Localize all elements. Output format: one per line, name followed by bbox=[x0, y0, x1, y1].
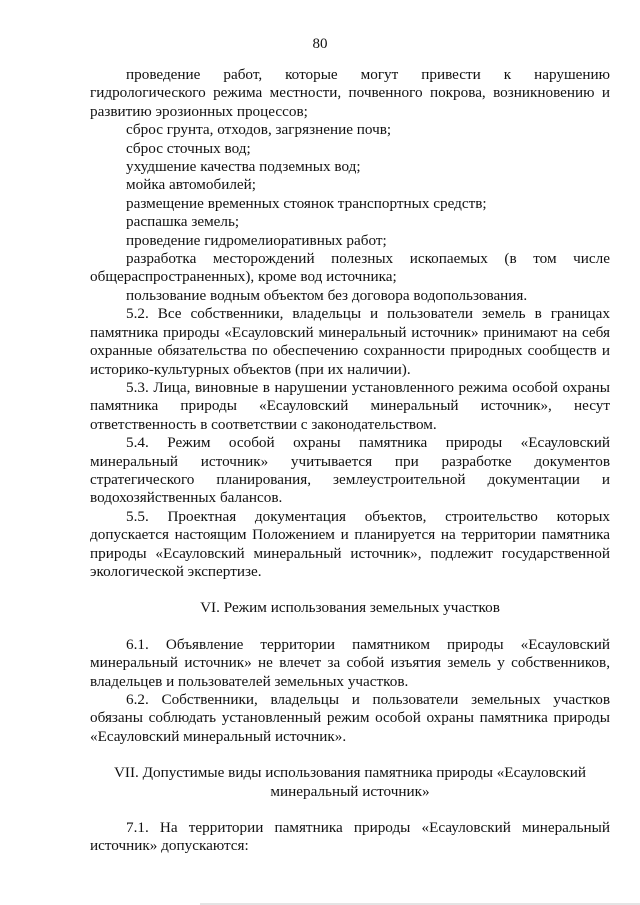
paragraph-5-2: 5.2. Все собственники, владельцы и пользователи земель в границах памятника природы «Есауловский минеральный источник» принимают на себя охранные обязательства по обеспечению сохранности природных сообществ и историко-культурных объектов (при их наличии). bbox=[90, 305, 610, 378]
paragraph-6-1: 6.1. Объявление территории памятником природы «Есауловский минеральный источник» не влечет за собой изъятия земель у собственников, владельцев и пользователей земельных участков. bbox=[90, 635, 610, 690]
paragraph-5-5: 5.5. Проектная документация объектов, строительство которых допускается настоящим Положением и планируется на территории памятника природы «Есауловский минеральный источник», подлежит государственной экологической экспертизе. bbox=[90, 507, 610, 580]
document-body bbox=[90, 66, 610, 856]
paragraph-6-2: 6.2. Собственники, владельцы и пользователи земельных участков обязаны соблюдать установленный режим особой охраны памятника природы «Есауловский минеральный источник». bbox=[90, 691, 610, 745]
paragraph: сброс грунта, отходов, загрязнение почв; bbox=[126, 121, 392, 139]
paragraph-5-3: 5.3. Лица, виновные в нарушении установленного режима особой охраны памятника природы «Есауловский минеральный источник», несут ответственность в соответствии с законодательством. bbox=[90, 378, 610, 433]
paragraph: разработка месторождений полезных ископаемых (в том числе общераспространенных), кроме вод источника; bbox=[90, 250, 610, 286]
paragraph: ухудшение качества подземных вод; bbox=[126, 158, 361, 176]
section-heading-6: VI. Режим использования земельных участков bbox=[200, 599, 500, 617]
paragraph: проведение работ, которые могут привести к нарушению гидрологического режима местности, почвенного покрова, возникновению и развитию эрозионных процессов; bbox=[90, 66, 610, 120]
paragraph: сброс сточных вод; bbox=[126, 139, 251, 157]
section-heading-7 bbox=[90, 764, 610, 801]
paragraph: пользование водным объектом без договора водопользования. bbox=[126, 286, 528, 304]
paragraph: проведение гидромелиоративных работ; bbox=[126, 231, 387, 249]
paragraph-5-4: 5.4. Режим особой охраны памятника природы «Есауловский минеральный источник» учитывается при разработке документов стратегического планирования, землеустроительной документации и водохозяйственных балансов. bbox=[90, 434, 610, 507]
page-number: 80 bbox=[312, 36, 328, 52]
section-heading-7-line2: минеральный источник» bbox=[270, 782, 430, 800]
paragraph: распашка земель; bbox=[126, 213, 240, 231]
paragraph: размещение временных стоянок транспортных средств; bbox=[126, 194, 487, 212]
section-heading-7-line1: VII. Допустимые виды использования памятника природы «Есауловский bbox=[113, 764, 587, 782]
paragraph-7-1: 7.1. На территории памятника природы «Есауловский минеральный источник» допускаются: bbox=[90, 819, 610, 855]
paragraph: мойка автомобилей; bbox=[126, 176, 257, 194]
